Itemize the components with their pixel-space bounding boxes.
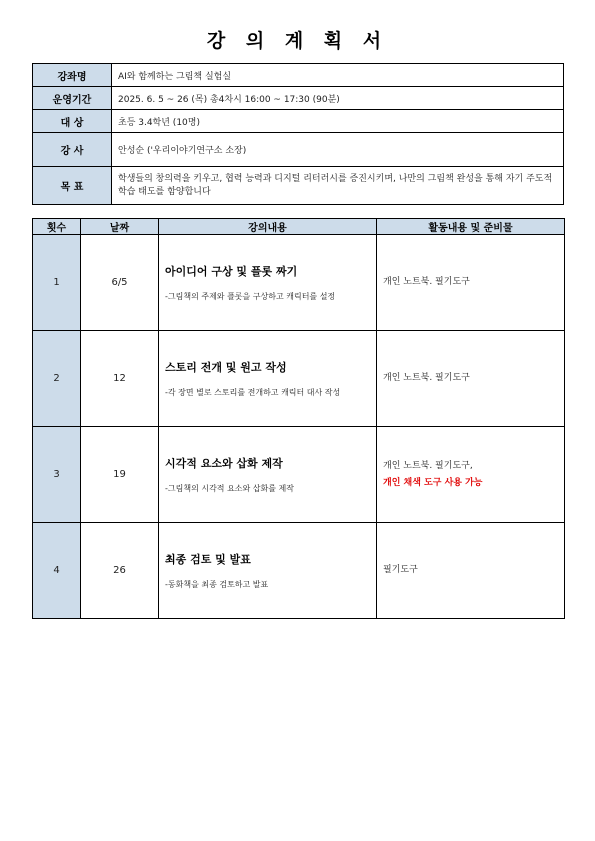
lecture-content (159, 235, 377, 331)
goal-value: 학생들의 창의력을 키우고, 협력 능력과 디지털 리터러시를 증진시키며, 나만의 그림책 완성을 통해 자기 주도적 학습 태도를 함양합니다 (112, 167, 564, 205)
course-name-value: AI와 함께하는 그림책 실험실 (112, 64, 564, 87)
lesson-plan-table (32, 218, 565, 619)
activity-text: 개인 노트북. 필기도구, (383, 460, 473, 471)
col-header-activity: 활동내용 및 준비물 (377, 219, 565, 235)
lecturer-value: 안성순 ('우리이야기연구소 소장) (112, 133, 564, 167)
table-row (33, 523, 565, 619)
activity-materials (377, 331, 565, 427)
course-name-label: 강좌명 (33, 64, 112, 87)
lecture-content (159, 523, 377, 619)
lecture-content (159, 427, 377, 523)
table-row (33, 235, 565, 331)
session-date: 19 (81, 427, 159, 523)
lecturer-label: 강 사 (33, 133, 112, 167)
document-title: 강 의 계 획 서 (206, 30, 389, 52)
activity-materials (377, 235, 565, 331)
period-label: 운영기간 (33, 87, 112, 110)
col-header-session: 횟수 (33, 219, 81, 235)
session-date: 12 (81, 331, 159, 427)
table-row (33, 427, 565, 523)
activity-highlight: 개인 채색 도구 사용 가능 (383, 477, 483, 488)
activity-materials (377, 523, 565, 619)
lecture-description: -각 장면 별로 스토리를 전개하고 캐릭터 대사 작성 (165, 387, 341, 397)
lecture-title: 스토리 전개 및 원고 작성 (165, 360, 287, 374)
session-date: 6/5 (81, 235, 159, 331)
period-value: 2025. 6. 5 ~ 26 (목) 총4차시 16:00 ~ 17:30 (90분) (112, 87, 564, 110)
col-header-content: 강의내용 (159, 219, 377, 235)
session-date: 26 (81, 523, 159, 619)
session-number: 3 (33, 427, 81, 523)
target-value: 초등 3.4학년 (10명) (112, 110, 564, 133)
session-number: 1 (33, 235, 81, 331)
activity-text: 개인 노트북. 필기도구 (383, 373, 470, 383)
lecture-title: 아이디어 구상 및 플롯 짜기 (165, 264, 298, 278)
col-header-date: 날짜 (81, 219, 159, 235)
course-info-table (32, 63, 564, 205)
target-label: 대 상 (33, 110, 112, 133)
lecture-description: -동화책을 최종 검토하고 발표 (165, 579, 269, 589)
goal-label: 목 표 (33, 167, 112, 205)
activity-text: 개인 노트북. 필기도구 (383, 277, 470, 287)
lecture-description: -그림책의 주제와 플롯을 구상하고 캐릭터를 설정 (165, 291, 336, 301)
activity-text: 필기도구 (383, 565, 418, 575)
lecture-description: -그림책의 시각적 요소와 삽화를 제작 (165, 483, 294, 493)
session-number: 4 (33, 523, 81, 619)
activity-materials (377, 427, 565, 523)
session-number: 2 (33, 331, 81, 427)
lecture-title: 최종 검토 및 발표 (165, 552, 251, 566)
table-row (33, 331, 565, 427)
lecture-content (159, 331, 377, 427)
lecture-title: 시각적 요소와 삽화 제작 (165, 456, 283, 470)
